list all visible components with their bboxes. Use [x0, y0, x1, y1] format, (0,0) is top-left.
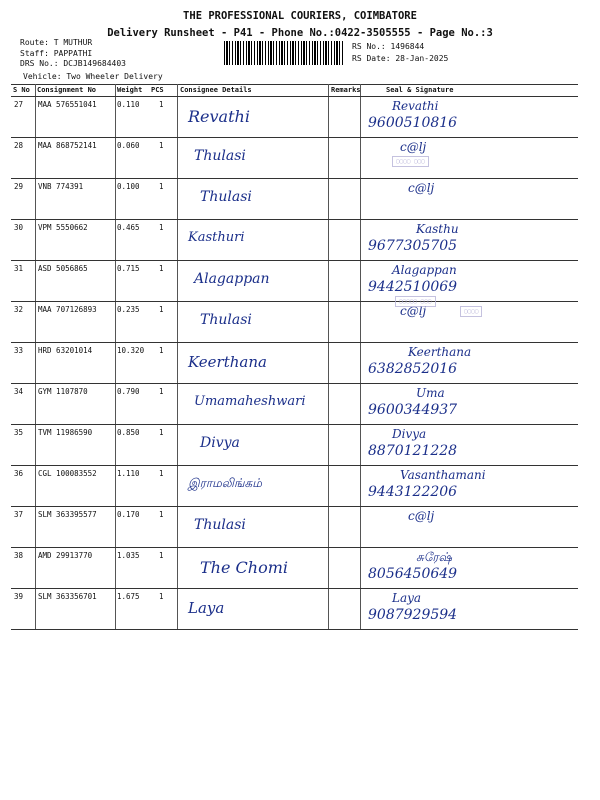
- rs-date-label: RS Date: 28-Jan-2025: [352, 54, 449, 63]
- vehicle-label: Vehicle: Two Wheeler Delivery: [23, 72, 163, 81]
- col-divider: [115, 302, 116, 342]
- consignee-handwriting: Laya: [188, 599, 225, 617]
- consignee-handwriting: Kasthuri: [188, 230, 245, 245]
- signature-phone: 8056450649: [368, 566, 458, 582]
- sno-cell: 28: [14, 141, 24, 150]
- signature-handwriting: Uma: [416, 386, 445, 400]
- faded-stamp: ▢▢▢▢: [460, 306, 482, 317]
- pcs-cell: 1: [159, 346, 164, 355]
- sno-cell: 35: [14, 428, 24, 437]
- col-divider: [177, 507, 178, 547]
- sno-cell: 37: [14, 510, 24, 519]
- col-divider: [35, 179, 36, 219]
- col-divider: [177, 425, 178, 465]
- col-divider: [115, 425, 116, 465]
- col-divider: [177, 302, 178, 342]
- row-rule: [11, 506, 578, 507]
- signature-handwriting: c@lj: [400, 304, 427, 318]
- signature-handwriting: c@lj: [408, 509, 435, 523]
- signature-phone: 9600344937: [368, 402, 458, 418]
- col-divider: [177, 548, 178, 588]
- col-divider: [360, 179, 361, 219]
- row-rule: [11, 424, 578, 425]
- col-divider: [328, 548, 329, 588]
- table-top-rule: [11, 84, 578, 85]
- col-divider: [115, 138, 116, 178]
- signature-phone: 6382852016: [368, 361, 458, 377]
- col-header-consignment: Consignment No: [37, 86, 97, 94]
- drs-label: DRS No.: DCJB149684403: [20, 59, 126, 68]
- col-divider: [328, 425, 329, 465]
- pcs-cell: 1: [159, 510, 164, 519]
- col-divider: [328, 138, 329, 178]
- col-divider: [115, 179, 116, 219]
- pcs-cell: 1: [159, 551, 164, 560]
- col-divider: [115, 220, 116, 260]
- col-divider: [35, 507, 36, 547]
- col-divider: [35, 97, 36, 137]
- col-divider: [177, 384, 178, 424]
- weight-cell: 10.320: [117, 346, 145, 355]
- col-divider: [115, 84, 116, 96]
- row-rule: [11, 629, 578, 630]
- barcode: [224, 41, 344, 65]
- col-divider: [35, 466, 36, 506]
- col-divider: [360, 220, 361, 260]
- signature-phone: 9600510816: [368, 115, 458, 131]
- col-divider: [360, 384, 361, 424]
- sno-cell: 33: [14, 346, 24, 355]
- signature-handwriting: c@lj: [400, 140, 427, 154]
- col-divider: [35, 589, 36, 629]
- weight-cell: 0.170: [117, 510, 140, 519]
- sno-cell: 38: [14, 551, 24, 560]
- sno-cell: 27: [14, 100, 24, 109]
- consignment-cell: ASD 5056865: [38, 264, 88, 273]
- consignment-cell: AMD 29913770: [38, 551, 93, 560]
- col-divider: [360, 589, 361, 629]
- col-divider: [328, 97, 329, 137]
- sno-cell: 34: [14, 387, 24, 396]
- staff-label: Staff: PAPPATHI: [20, 48, 93, 58]
- col-divider: [115, 343, 116, 383]
- signature-handwriting: Keerthana: [408, 345, 472, 359]
- col-header-consignee: Consignee Details: [180, 86, 252, 94]
- col-divider: [115, 466, 116, 506]
- pcs-cell: 1: [159, 141, 164, 150]
- signature-handwriting: c@lj: [408, 181, 435, 195]
- consignee-handwriting: Thulasi: [200, 312, 252, 328]
- col-divider: [115, 589, 116, 629]
- signature-handwriting: Revathi: [392, 99, 439, 113]
- signature-phone: 9677305705: [368, 238, 458, 254]
- consignee-handwriting: Alagappan: [194, 271, 270, 287]
- signature-handwriting: Divya: [392, 427, 427, 441]
- header-bottom-rule: [11, 96, 578, 97]
- consignment-cell: TVM 11986590: [38, 428, 93, 437]
- col-header-weight: Weight: [117, 86, 143, 94]
- weight-cell: 0.850: [117, 428, 140, 437]
- signature-handwriting: Vasanthamani: [400, 468, 486, 482]
- col-divider: [35, 220, 36, 260]
- meta-left: [20, 38, 126, 70]
- col-divider: [35, 384, 36, 424]
- col-divider: [115, 384, 116, 424]
- col-divider: [35, 343, 36, 383]
- pcs-cell: 1: [159, 264, 164, 273]
- sno-cell: 39: [14, 592, 24, 601]
- col-divider: [115, 548, 116, 588]
- consignment-cell: MAA 707126893: [38, 305, 97, 314]
- weight-cell: 0.465: [117, 223, 140, 232]
- weight-cell: 0.715: [117, 264, 140, 273]
- faded-stamp: ▢▢▢▢ ▢▢▢: [392, 156, 429, 167]
- signature-handwriting: Kasthu: [416, 222, 459, 236]
- consignee-handwriting: Revathi: [188, 107, 250, 126]
- col-divider: [115, 97, 116, 137]
- col-divider: [35, 84, 36, 96]
- col-header-signature: Seal & Signature: [386, 86, 454, 94]
- col-divider: [328, 220, 329, 260]
- meta-right: [352, 41, 448, 65]
- col-divider: [328, 261, 329, 301]
- consignee-handwriting: Thulasi: [194, 148, 246, 164]
- col-divider: [115, 261, 116, 301]
- col-divider: [328, 302, 329, 342]
- weight-cell: 1.110: [117, 469, 140, 478]
- pcs-cell: 1: [159, 182, 164, 191]
- col-divider: [328, 507, 329, 547]
- consignment-cell: MAA 868752141: [38, 141, 97, 150]
- row-rule: [11, 178, 578, 179]
- consignee-handwriting: இராமலிங்கம்: [188, 476, 262, 490]
- row-rule: [11, 547, 578, 548]
- signature-phone: 8870121228: [368, 443, 458, 459]
- weight-cell: 1.675: [117, 592, 140, 601]
- col-divider: [328, 343, 329, 383]
- row-rule: [11, 219, 578, 220]
- weight-cell: 0.790: [117, 387, 140, 396]
- col-divider: [177, 261, 178, 301]
- pcs-cell: 1: [159, 100, 164, 109]
- consignee-handwriting: The Chomi: [200, 558, 288, 577]
- consignment-cell: CGL 100083552: [38, 469, 97, 478]
- weight-cell: 0.060: [117, 141, 140, 150]
- consignment-cell: VNB 774391: [38, 182, 84, 191]
- col-divider: [328, 179, 329, 219]
- consignment-cell: SLM 363395577: [38, 510, 97, 519]
- col-divider: [360, 548, 361, 588]
- col-divider: [35, 302, 36, 342]
- col-divider: [328, 84, 329, 96]
- row-rule: [11, 465, 578, 466]
- col-divider: [177, 84, 178, 96]
- col-divider: [360, 466, 361, 506]
- pcs-cell: 1: [159, 223, 164, 232]
- signature-handwriting: Alagappan: [392, 263, 457, 277]
- consignee-handwriting: Thulasi: [194, 517, 246, 533]
- row-rule: [11, 342, 578, 343]
- route-label: Route: T MUTHUR: [20, 38, 93, 47]
- consignment-cell: VPM 5550662: [38, 223, 88, 232]
- pcs-cell: 1: [159, 592, 164, 601]
- consignment-cell: GYM 1107870: [38, 387, 88, 396]
- pcs-cell: 1: [159, 428, 164, 437]
- col-divider: [360, 343, 361, 383]
- col-divider: [35, 548, 36, 588]
- sno-cell: 36: [14, 469, 24, 478]
- col-divider: [177, 343, 178, 383]
- consignment-cell: SLM 363356701: [38, 592, 97, 601]
- sno-cell: 29: [14, 182, 24, 191]
- consignment-cell: HRD 63201014: [38, 346, 93, 355]
- col-divider: [115, 507, 116, 547]
- col-divider: [360, 261, 361, 301]
- sno-cell: 30: [14, 223, 24, 232]
- weight-cell: 0.100: [117, 182, 140, 191]
- consignee-handwriting: Thulasi: [200, 189, 252, 205]
- sno-cell: 31: [14, 264, 24, 273]
- col-header-remarks: Remarks: [331, 86, 361, 94]
- row-rule: [11, 260, 578, 261]
- col-divider: [177, 220, 178, 260]
- col-divider: [360, 507, 361, 547]
- sno-cell: 32: [14, 305, 24, 314]
- pcs-cell: 1: [159, 469, 164, 478]
- faded-stamp: ▢▢▢▢▢ ▢▢▢: [395, 296, 436, 307]
- runsheet-subtitle: Delivery Runsheet - P41 - Phone No.:0422-3505555 - Page No.:3: [107, 27, 493, 39]
- col-divider: [360, 138, 361, 178]
- col-divider: [328, 466, 329, 506]
- col-divider: [360, 97, 361, 137]
- col-header-sno: S No: [13, 86, 30, 94]
- col-divider: [328, 589, 329, 629]
- col-divider: [177, 179, 178, 219]
- rs-no-label: RS No.: 1496844: [352, 42, 425, 51]
- col-divider: [360, 302, 361, 342]
- consignee-handwriting: Divya: [200, 435, 240, 451]
- row-rule: [11, 383, 578, 384]
- col-divider: [177, 138, 178, 178]
- company-title: THE PROFESSIONAL COURIERS, COIMBATORE: [183, 10, 417, 22]
- col-divider: [35, 261, 36, 301]
- signature-phone: 9443122206: [368, 484, 458, 500]
- col-header-pcs: PCS: [151, 86, 164, 94]
- col-divider: [35, 138, 36, 178]
- row-rule: [11, 588, 578, 589]
- consignment-cell: MAA 576551041: [38, 100, 97, 109]
- weight-cell: 0.110: [117, 100, 140, 109]
- col-divider: [177, 97, 178, 137]
- consignee-handwriting: Umamaheshwari: [194, 394, 306, 409]
- signature-phone: 9087929594: [368, 607, 458, 623]
- col-divider: [35, 425, 36, 465]
- signature-handwriting: சுரேஷ்: [416, 550, 452, 564]
- col-divider: [328, 384, 329, 424]
- signature-handwriting: Laya: [392, 591, 422, 605]
- col-divider: [177, 466, 178, 506]
- consignee-handwriting: Keerthana: [188, 353, 267, 371]
- pcs-cell: 1: [159, 387, 164, 396]
- weight-cell: 0.235: [117, 305, 140, 314]
- row-rule: [11, 137, 578, 138]
- row-rule: [11, 301, 578, 302]
- col-divider: [177, 589, 178, 629]
- weight-cell: 1.035: [117, 551, 140, 560]
- pcs-cell: 1: [159, 305, 164, 314]
- signature-phone: 9442510069: [368, 279, 458, 295]
- col-divider: [360, 425, 361, 465]
